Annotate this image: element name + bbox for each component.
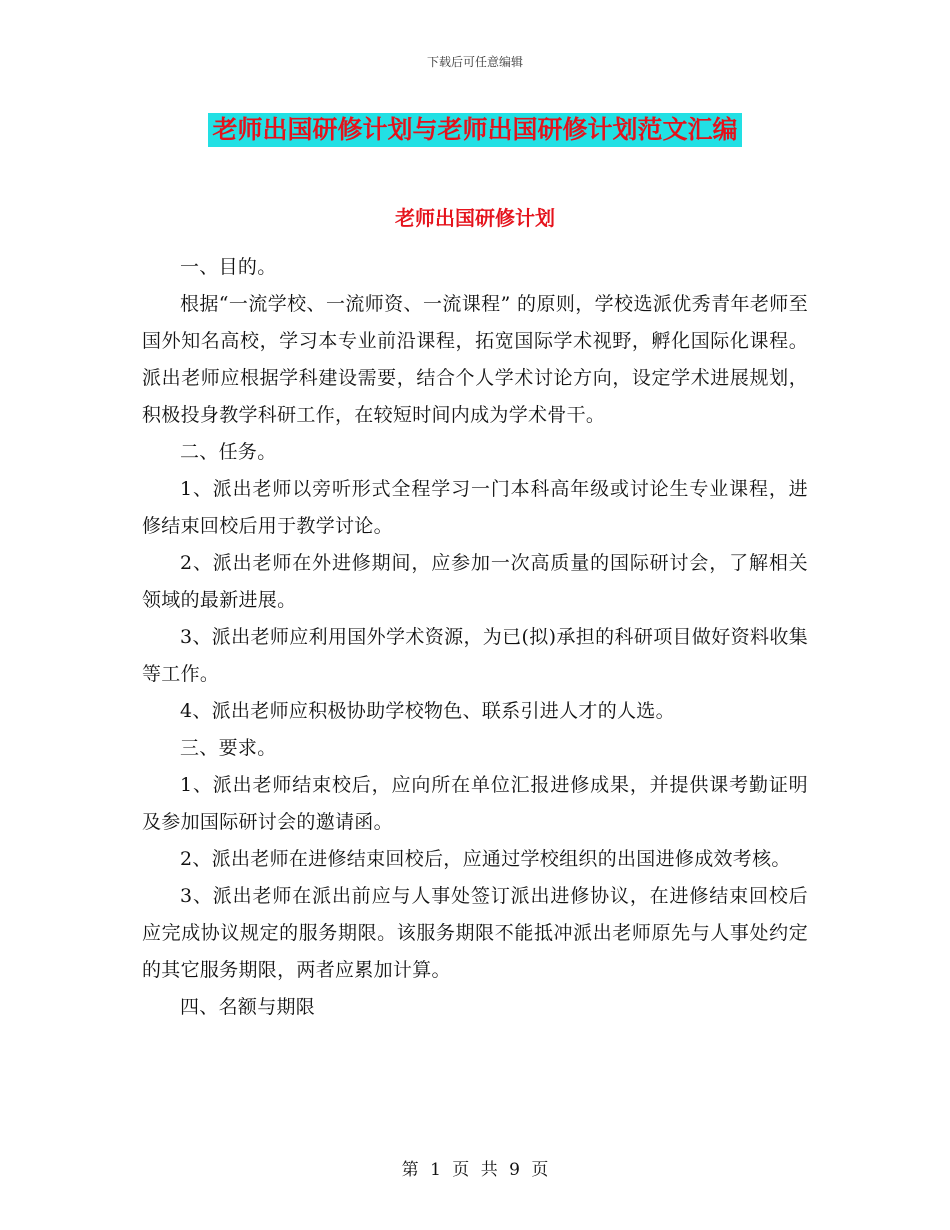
paragraph: 1、派出老师结束校后，应向所在单位汇报进修成果，并提供课考勤证明及参加国际研讨会的邀请函。 xyxy=(142,774,808,833)
paragraph: 1、派出老师以旁听形式全程学习一门本科高年级或讨论生专业课程，进修结束回校后用于教学讨论。 xyxy=(142,478,808,537)
paragraph: 一、目的。 xyxy=(180,256,277,278)
paragraph: 3、派出老师在派出前应与人事处签订派出进修协议，在进修结束回校后应完成协议规定的服务期限。该服务期限不能抵冲派出老师原先与人事处约定的其它服务期限，两者应累加计算。 xyxy=(142,885,808,981)
document-title-container xyxy=(0,113,950,147)
page-header-note: 下载后可任意编辑 xyxy=(426,55,523,69)
paragraph: 三、要求。 xyxy=(180,737,277,759)
paragraph: 2、派出老师在进修结束回校后，应通过学校组织的出国进修成效考核。 xyxy=(180,848,791,870)
section-title: 老师出国研修计划 xyxy=(395,206,555,230)
paragraph: 四、名额与期限 xyxy=(180,996,316,1018)
paragraph: 二、任务。 xyxy=(180,441,277,463)
paragraph: 4、派出老师应积极协助学校物色、联系引进人才的人选。 xyxy=(180,700,675,722)
paragraph: 3、派出老师应利用国外学术资源，为已(拟)承担的科研项目做好资料收集等工作。 xyxy=(142,626,808,685)
paragraph: 2、派出老师在外进修期间，应参加一次高质量的国际研讨会，了解相关领域的最新进展。 xyxy=(142,552,808,611)
document-title: 老师出国研修计划与老师出国研修计划范文汇编 xyxy=(208,113,741,147)
paragraph: 根据“一流学校、一流师资、一流课程” 的原则，学校选派优秀青年老师至国外知名高校，学习本专业前沿课程，拓宽国际学术视野，孵化国际化课程。派出老师应根据学科建设需要，结合个人学术讨论方向，设定学术进展规划，积极投身教学科研工作，在较短时间内成为学术骨干。 xyxy=(142,293,808,426)
document-body xyxy=(142,249,808,1026)
page-number: 第 1 页 共 9 页 xyxy=(401,1160,549,1180)
